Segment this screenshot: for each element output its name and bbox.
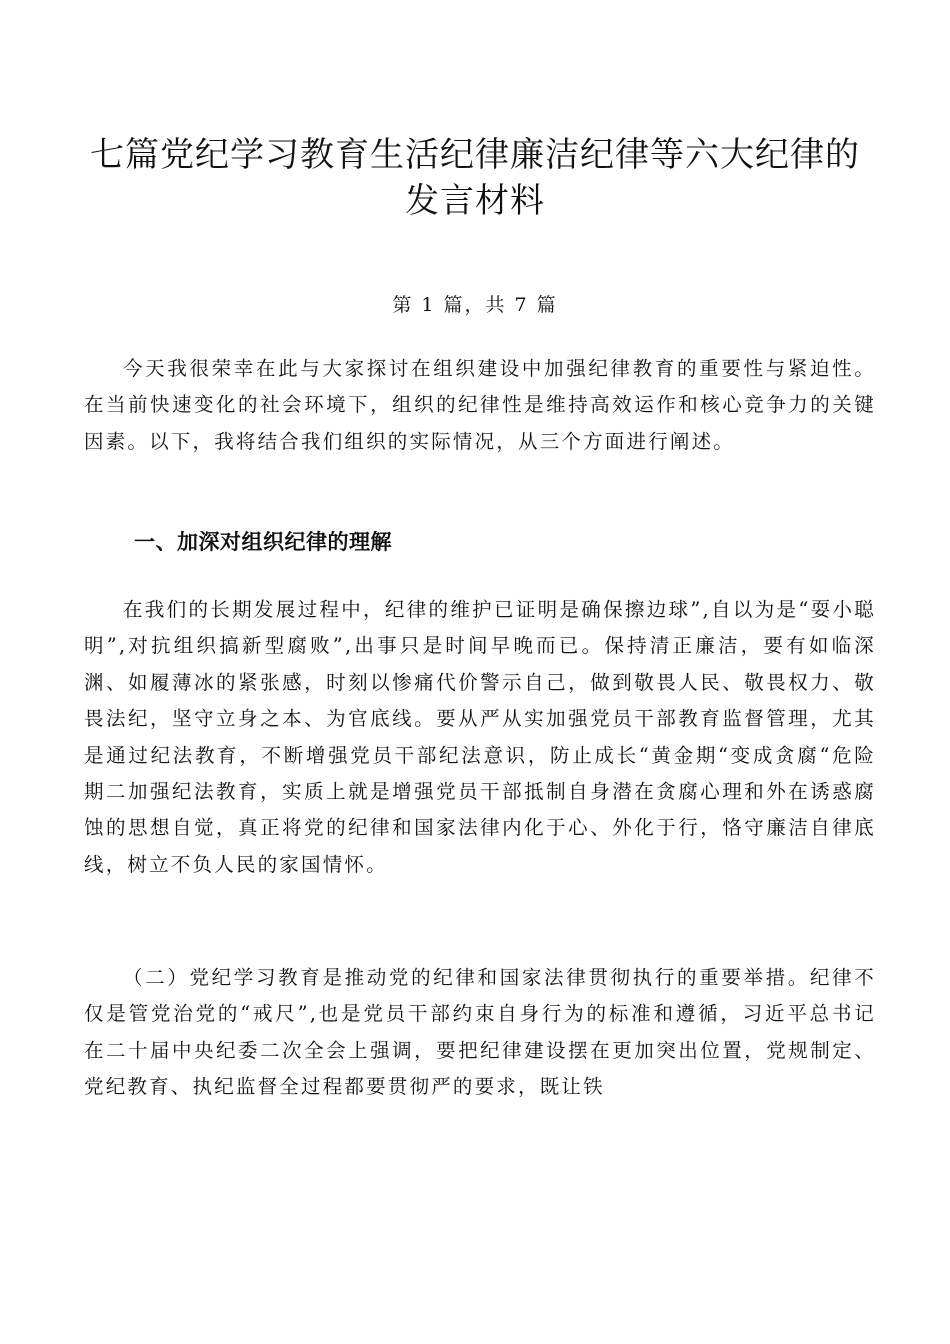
title-line-1: 七篇党纪学习教育生活纪律廉洁纪律等六大纪律的 <box>90 135 860 175</box>
body-paragraph-1: 在我们的长期发展过程中，纪律的维护已证明是确保擦边球”,自以为是“耍小聪明”,对抗组织搞新型腐败”,出事只是时间早晚而已。保持清正廉洁，要有如临深渊、如履薄冰的紧张感，时刻以惨痛代价警示自己，做到敬畏人民、敬畏权力、敬畏法纪，坚守立身之本、为官底线。要从严从实加强党员干部教育监督管理，尤其是通过纪法教育，不断增强党员干部纪法意识，防止成长“黄金期“变成贪腐“危险期二加强纪法教育，实质上就是增强党员干部抵制自身潜在贪腐心理和外在诱惑腐蚀的思想自觉，真正将党的纪律和国家法律内化于心、外化于行，恪守廉洁自律底线，树立不负人民的家国情怀。 <box>84 598 876 876</box>
title-line-2: 发言材料 <box>405 181 545 221</box>
body-paragraph-2: （二）党纪学习教育是推动党的纪律和国家法律贯彻执行的重要举措。纪律不仅是管党治党的“戒尺”,也是党员干部约束自身行为的标准和遵循，习近平总书记在二十届中央纪委二次全会上强调，要把纪律建设摆在更加突出位置，党规制定、党纪教育、执纪监督全过程都要贯彻严的要求，既让铁 <box>84 966 876 1099</box>
section-heading-1: 一、加深对组织纪律的理解 <box>134 530 392 554</box>
part-label: 第 1 篇，共 7 篇 <box>392 294 558 316</box>
intro-paragraph: 今天我很荣幸在此与大家探讨在组织建设中加强纪律教育的重要性与紧迫性。在当前快速变化的社会环境下，组织的纪律性是维持高效运作和核心竞争力的关键因素。以下，我将结合我们组织的实际情况，从三个方面进行阐述。 <box>84 357 876 453</box>
document-title <box>60 132 890 224</box>
